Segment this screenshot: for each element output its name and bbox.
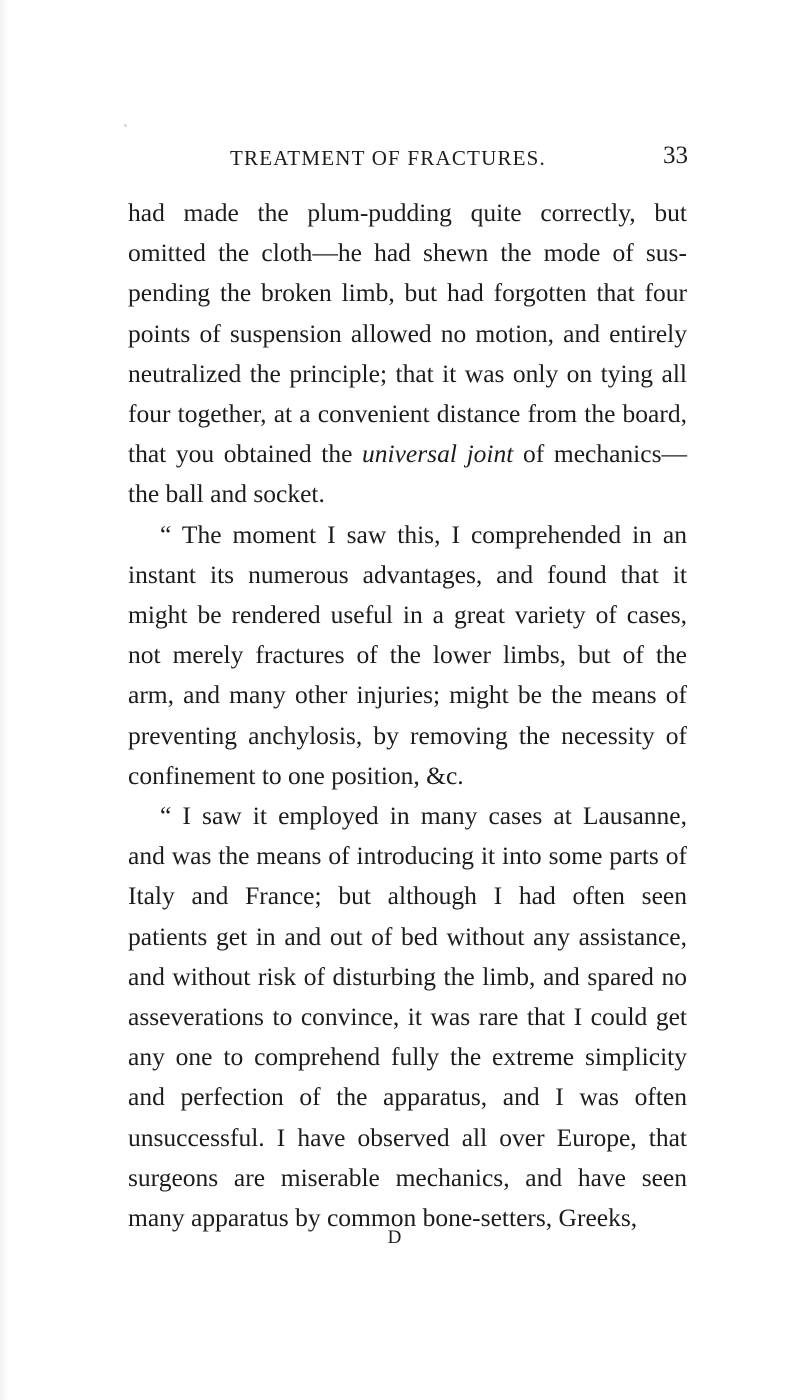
running-head: TREATMENT OF FRACTURES. bbox=[230, 146, 547, 170]
page-number: 33 bbox=[663, 142, 688, 169]
page-header bbox=[130, 142, 688, 178]
body-text bbox=[128, 193, 687, 1238]
paragraph-1-text-b: of mechanics—the ball and socket. bbox=[128, 439, 687, 509]
paragraph-1-emphasis: universal joint bbox=[362, 439, 514, 469]
paragraph-3: “ I saw it employed in many cases at Lausanne, and was the means of introducing it into some parts of Italy and France; but although I had often seen patients get in and out of bed without any assistance, and without risk of disturbing the limb, and spared no asseverations to convince, it was rare that I could get any one to comprehend fully the extreme simplicity and perfection of the apparatus, and I was often unsuccessful. I have observed all over Europe, that surgeons are miserable mechanics, and have seen many apparatus by common bone-setters, Greeks, bbox=[128, 801, 687, 1233]
paragraph-2: “ The moment I saw this, I comprehended in an instant its numerous advantages, and found that it might be rendered useful in a great variety of cases, not merely fractures of the lower limbs, but of the arm, and many other injuries; might be the means of preventing anchylosis, by removing the necessity of confinement to one position, &c. bbox=[128, 519, 687, 790]
signature-mark: D bbox=[387, 1227, 402, 1248]
paper-speck bbox=[124, 124, 127, 127]
paragraph-1 bbox=[128, 193, 687, 515]
page-footer bbox=[0, 1227, 801, 1249]
page-edge-shade bbox=[0, 0, 8, 1400]
paragraph-1-text-a: had made the plum-pudding quite correctly, but omitted the cloth—he had shewn the mode of suspending the broken limb, but had forgotten that four points of suspension allowed no motion, and entirely neutralized the principle; that it was only on tying all four together, at a convenient distance from the board, that you obtained the bbox=[128, 198, 687, 469]
